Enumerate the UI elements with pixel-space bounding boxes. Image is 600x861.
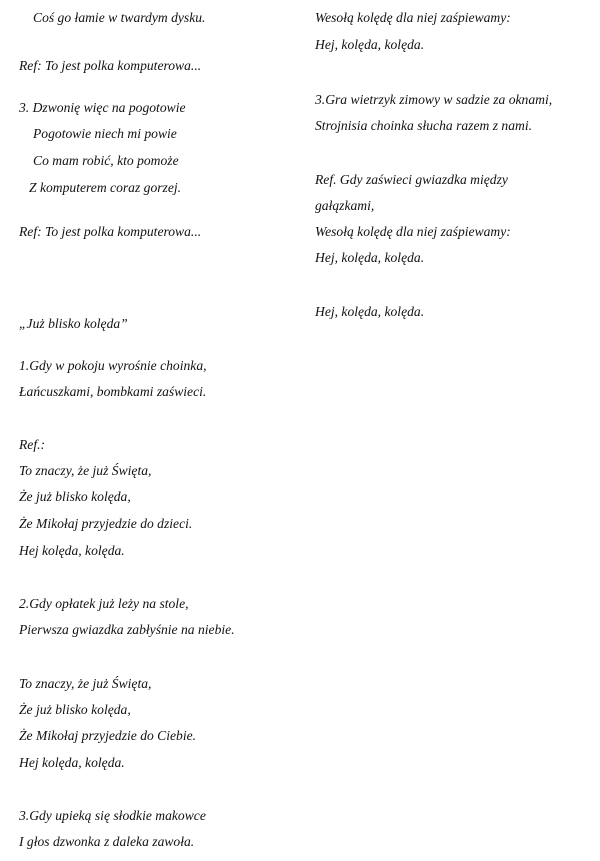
verse-line: Pogotowie niech mi powie	[33, 126, 177, 141]
verse-line: I głos dzwonka z daleka zawoła.	[19, 834, 195, 849]
refrain-label: Ref.:	[19, 437, 46, 452]
refrain-line: To znaczy, że już Święta,	[19, 676, 152, 691]
verse-line: 3.Gdy upieką się słodkie makowce	[19, 808, 206, 823]
text-line: Hej, kolęda, kolęda.	[315, 304, 425, 319]
text-line: Hej, kolęda, kolęda.	[315, 37, 425, 52]
refrain-line: Wesołą kolędę dla niej zaśpiewamy:	[315, 224, 511, 239]
refrain-line: Hej kolęda, kolęda.	[19, 543, 125, 558]
refrain-line: Ref. Gdy zaświeci gwiazdka między	[315, 172, 508, 187]
text-line: Coś go łamie w twardym dysku.	[33, 10, 206, 25]
verse-line: Pierwsza gwiazdka zabłyśnie na niebie.	[19, 622, 235, 637]
refrain-line: Że już blisko kolęda,	[19, 702, 131, 717]
refrain-line: gałązkami,	[315, 198, 375, 213]
verse-line: Co mam robić, kto pomoże	[33, 153, 179, 168]
refrain-line: Hej, kolęda, kolęda.	[315, 250, 425, 265]
verse-line: 3. Dzwonię więc na pogotowie	[19, 100, 186, 115]
verse-line: 2.Gdy opłatek już leży na stole,	[19, 596, 189, 611]
refrain-line: Hej kolęda, kolęda.	[19, 755, 125, 770]
refrain-line: Że Mikołaj przyjedzie do Ciebie.	[19, 728, 197, 743]
verse-line: Łańcuszkami, bombkami zaświeci.	[19, 384, 207, 399]
refrain-line: Że już blisko kolęda,	[19, 489, 131, 504]
refrain-line: Że Mikołaj przyjedzie do dzieci.	[19, 516, 193, 531]
song-title: „Już blisko kolęda”	[19, 316, 128, 331]
verse-line: 3.Gra wietrzyk zimowy w sadzie za oknami,	[315, 92, 553, 107]
refrain-line: Ref: To jest polka komputerowa...	[19, 224, 202, 239]
refrain-line: To znaczy, że już Święta,	[19, 463, 152, 478]
refrain-line: Ref: To jest polka komputerowa...	[19, 58, 202, 73]
text-line: Wesołą kolędę dla niej zaśpiewamy:	[315, 10, 511, 25]
verse-line: 1.Gdy w pokoju wyrośnie choinka,	[19, 358, 207, 373]
verse-line: Z komputerem coraz gorzej.	[29, 180, 182, 195]
verse-line: Strojnisia choinka słucha razem z nami.	[315, 118, 532, 133]
